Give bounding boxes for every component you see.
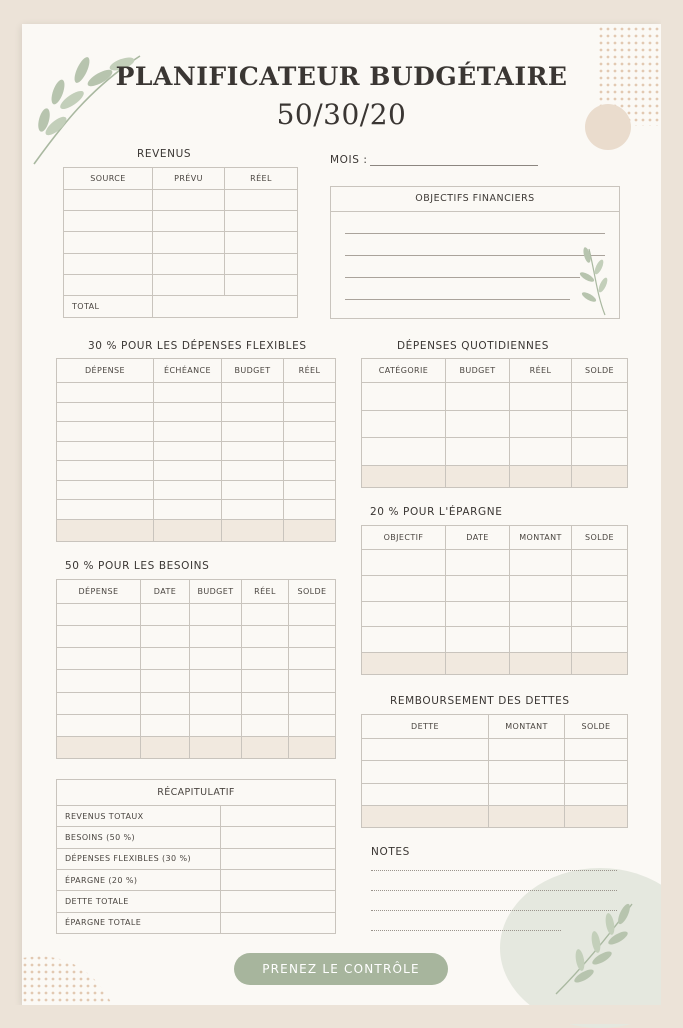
table-cell[interactable]: [154, 441, 222, 461]
table-cell[interactable]: [64, 274, 153, 295]
table-cell[interactable]: [141, 648, 190, 670]
table-cell[interactable]: [289, 648, 336, 670]
column-header: BUDGET: [190, 580, 242, 604]
table-cell[interactable]: [222, 480, 284, 500]
section-heading-epargne: 20 % POUR L'ÉPARGNE: [370, 506, 503, 518]
table-cell[interactable]: [284, 500, 336, 520]
table-cell[interactable]: [222, 383, 284, 403]
table-cell[interactable]: [446, 550, 510, 576]
table-cell[interactable]: [57, 604, 141, 626]
table-cell[interactable]: [362, 783, 489, 805]
table-cell[interactable]: [289, 670, 336, 692]
table-cell[interactable]: [489, 783, 565, 805]
notes-line[interactable]: [371, 930, 561, 931]
column-header: DATE: [141, 580, 190, 604]
table-cell[interactable]: [57, 626, 141, 648]
table-cell[interactable]: [64, 253, 153, 274]
table-cell[interactable]: [362, 601, 446, 627]
table-cell[interactable]: [572, 575, 628, 601]
total-cell[interactable]: [242, 737, 289, 759]
column-header: BUDGET: [222, 359, 284, 383]
recap-label: REVENUS TOTAUX: [57, 806, 221, 827]
table-cell[interactable]: [225, 232, 298, 253]
table-cell[interactable]: [489, 761, 565, 783]
table-cell[interactable]: [222, 441, 284, 461]
table-cell[interactable]: [57, 670, 141, 692]
table-cell[interactable]: [362, 410, 446, 438]
table-cell[interactable]: [446, 627, 510, 653]
table-cell[interactable]: [242, 626, 289, 648]
column-header: CATÉGORIE: [362, 359, 446, 383]
total-label: TOTAL: [64, 296, 153, 318]
table-cell[interactable]: [289, 626, 336, 648]
table-cell[interactable]: [510, 601, 572, 627]
table-cell[interactable]: [57, 480, 154, 500]
table-cell[interactable]: [572, 627, 628, 653]
total-cell[interactable]: [141, 737, 190, 759]
dettes-table: [361, 714, 628, 828]
table-cell[interactable]: [510, 550, 572, 576]
table-cell[interactable]: [242, 714, 289, 736]
table-cell[interactable]: [141, 692, 190, 714]
recap-label: ÉPARGNE TOTALE: [57, 912, 221, 933]
table-cell[interactable]: [446, 575, 510, 601]
table-cell[interactable]: [57, 648, 141, 670]
table-cell[interactable]: [141, 670, 190, 692]
total-cell[interactable]: [362, 653, 446, 675]
recap-value[interactable]: [221, 848, 336, 869]
table-cell[interactable]: [242, 670, 289, 692]
table-cell[interactable]: [141, 626, 190, 648]
table-cell[interactable]: [57, 383, 154, 403]
total-cell[interactable]: [154, 520, 222, 542]
total-cell[interactable]: [289, 737, 336, 759]
table-cell[interactable]: [284, 422, 336, 442]
column-header: MONTANT: [489, 715, 565, 739]
quotidiennes-table: [361, 358, 628, 488]
table-cell[interactable]: [242, 692, 289, 714]
total-cell[interactable]: [222, 520, 284, 542]
table-cell[interactable]: [154, 422, 222, 442]
mois-input[interactable]: [370, 165, 538, 166]
epargne-table: [361, 525, 628, 675]
recap-label: DETTE TOTALE: [57, 891, 221, 912]
table-cell[interactable]: [362, 438, 446, 466]
table-cell[interactable]: [190, 692, 242, 714]
section-heading-revenus: REVENUS: [137, 148, 192, 160]
table-cell[interactable]: [154, 480, 222, 500]
table-cell[interactable]: [153, 274, 225, 295]
recap-table: [56, 779, 336, 934]
table-cell[interactable]: [190, 648, 242, 670]
total-cell[interactable]: [190, 737, 242, 759]
table-cell[interactable]: [446, 383, 510, 411]
table-cell[interactable]: [190, 604, 242, 626]
recap-value[interactable]: [221, 806, 336, 827]
table-cell[interactable]: [57, 402, 154, 422]
column-header: DÉPENSE: [57, 359, 154, 383]
table-cell[interactable]: [289, 692, 336, 714]
total-cell[interactable]: [489, 806, 565, 828]
column-header: DÉPENSE: [57, 580, 141, 604]
recap-label: ÉPARGNE (20 %): [57, 869, 221, 890]
column-header: SOLDE: [572, 526, 628, 550]
column-header: BUDGET: [446, 359, 510, 383]
table-cell[interactable]: [284, 480, 336, 500]
besoins-table: [56, 579, 336, 759]
table-cell[interactable]: [57, 461, 154, 481]
total-cell[interactable]: [284, 520, 336, 542]
write-line[interactable]: [345, 299, 570, 300]
table-cell[interactable]: [510, 438, 572, 466]
column-header: DETTE: [362, 715, 489, 739]
table-cell[interactable]: [154, 500, 222, 520]
table-cell[interactable]: [225, 211, 298, 232]
table-cell[interactable]: [362, 761, 489, 783]
column-header: OBJECTIF: [362, 526, 446, 550]
table-cell[interactable]: [57, 441, 154, 461]
write-line[interactable]: [345, 233, 605, 234]
table-cell[interactable]: [242, 648, 289, 670]
table-cell[interactable]: [222, 402, 284, 422]
section-heading-notes: NOTES: [371, 846, 410, 858]
table-cell[interactable]: [565, 761, 628, 783]
mois-label: MOIS :: [330, 154, 368, 166]
total-cell[interactable]: [57, 520, 154, 542]
section-heading-flexibles: 30 % POUR LES DÉPENSES FLEXIBLES: [88, 340, 307, 352]
section-heading-quotidiennes: DÉPENSES QUOTIDIENNES: [397, 340, 549, 352]
margin-right: [661, 0, 683, 1024]
table-cell[interactable]: [154, 461, 222, 481]
table-cell[interactable]: [242, 604, 289, 626]
table-cell[interactable]: [141, 604, 190, 626]
page-title: PLANIFICATEUR BUDGÉTAIRE: [115, 62, 568, 91]
table-cell[interactable]: [141, 714, 190, 736]
table-cell[interactable]: [284, 402, 336, 422]
page-subtitle: 50/30/20: [276, 98, 407, 131]
column-header: PRÉVU: [153, 168, 225, 190]
table-cell[interactable]: [489, 739, 565, 761]
table-cell[interactable]: [57, 500, 154, 520]
column-header: SOLDE: [565, 715, 628, 739]
table-cell[interactable]: [64, 211, 153, 232]
column-header: MONTANT: [510, 526, 572, 550]
notes-line[interactable]: [371, 870, 617, 871]
column-header: SOURCE: [64, 168, 153, 190]
table-cell[interactable]: [190, 626, 242, 648]
column-header: SOLDE: [289, 580, 336, 604]
write-line[interactable]: [345, 255, 605, 256]
revenus-table: [63, 167, 298, 318]
section-heading-besoins: 50 % POUR LES BESOINS: [65, 560, 210, 572]
table-cell[interactable]: [572, 550, 628, 576]
table-cell[interactable]: [64, 232, 153, 253]
table-cell[interactable]: [289, 714, 336, 736]
table-cell[interactable]: [362, 575, 446, 601]
table-cell[interactable]: [510, 575, 572, 601]
total-cell[interactable]: [565, 806, 628, 828]
column-header: DATE: [446, 526, 510, 550]
table-cell[interactable]: [154, 402, 222, 422]
table-cell[interactable]: [154, 383, 222, 403]
total-cell[interactable]: [572, 466, 628, 488]
table-cell[interactable]: [572, 438, 628, 466]
total-cell[interactable]: [57, 737, 141, 759]
table-cell[interactable]: [222, 422, 284, 442]
column-header: RÉEL: [510, 359, 572, 383]
table-cell[interactable]: [446, 410, 510, 438]
table-cell[interactable]: [153, 190, 225, 211]
table-cell[interactable]: [362, 383, 446, 411]
column-header: RÉEL: [242, 580, 289, 604]
column-header: RÉEL: [284, 359, 336, 383]
table-cell[interactable]: [57, 422, 154, 442]
table-cell[interactable]: [565, 739, 628, 761]
recap-label: DÉPENSES FLEXIBLES (30 %): [57, 848, 221, 869]
notes-line[interactable]: [371, 910, 617, 911]
table-cell[interactable]: [190, 714, 242, 736]
recap-label: BESOINS (50 %): [57, 827, 221, 848]
table-cell[interactable]: [225, 190, 298, 211]
table-cell[interactable]: [565, 783, 628, 805]
table-cell[interactable]: [225, 253, 298, 274]
table-cell[interactable]: [284, 461, 336, 481]
table-cell[interactable]: [362, 627, 446, 653]
column-header: SOLDE: [572, 359, 628, 383]
column-header: ÉCHÉANCE: [154, 359, 222, 383]
recap-value[interactable]: [221, 827, 336, 848]
table-cell[interactable]: [510, 627, 572, 653]
table-cell[interactable]: [153, 232, 225, 253]
total-cell[interactable]: [153, 296, 298, 318]
leaf-branch-icon: [575, 245, 615, 317]
table-cell[interactable]: [190, 670, 242, 692]
table-cell[interactable]: [225, 274, 298, 295]
total-cell[interactable]: [510, 466, 572, 488]
table-cell[interactable]: [510, 383, 572, 411]
table-cell[interactable]: [572, 601, 628, 627]
notes-line[interactable]: [371, 890, 617, 891]
table-cell[interactable]: [284, 441, 336, 461]
write-line[interactable]: [345, 277, 580, 278]
margin-bottom: [0, 1005, 683, 1024]
leaf-branch-icon: [552, 898, 638, 998]
table-cell[interactable]: [362, 550, 446, 576]
table-cell[interactable]: [572, 383, 628, 411]
section-heading-dettes: REMBOURSEMENT DES DETTES: [390, 695, 570, 707]
total-cell[interactable]: [572, 653, 628, 675]
table-cell[interactable]: [284, 383, 336, 403]
table-cell[interactable]: [572, 410, 628, 438]
table-cell[interactable]: [57, 714, 141, 736]
table-cell[interactable]: [153, 253, 225, 274]
total-cell[interactable]: [510, 653, 572, 675]
objectifs-box: [330, 186, 620, 319]
column-header: RÉEL: [225, 168, 298, 190]
table-cell[interactable]: [446, 601, 510, 627]
total-cell[interactable]: [362, 806, 489, 828]
flexibles-table: [56, 358, 336, 542]
table-cell[interactable]: [362, 739, 489, 761]
dot-pattern: [22, 948, 112, 1004]
table-cell[interactable]: [222, 461, 284, 481]
table-cell[interactable]: [222, 500, 284, 520]
recap-heading: RÉCAPITULATIF: [57, 780, 336, 806]
total-cell[interactable]: [446, 466, 510, 488]
recap-value[interactable]: [221, 891, 336, 912]
table-cell[interactable]: [510, 410, 572, 438]
recap-value[interactable]: [221, 912, 336, 933]
table-cell[interactable]: [446, 438, 510, 466]
table-cell[interactable]: [57, 692, 141, 714]
total-cell[interactable]: [362, 466, 446, 488]
total-cell[interactable]: [446, 653, 510, 675]
objectifs-heading: OBJECTIFS FINANCIERS: [331, 187, 619, 212]
recap-value[interactable]: [221, 869, 336, 890]
table-cell[interactable]: [153, 211, 225, 232]
table-cell[interactable]: [289, 604, 336, 626]
prenez-le-controle-button[interactable]: PRENEZ LE CONTRÔLE: [234, 953, 448, 985]
table-cell[interactable]: [64, 190, 153, 211]
